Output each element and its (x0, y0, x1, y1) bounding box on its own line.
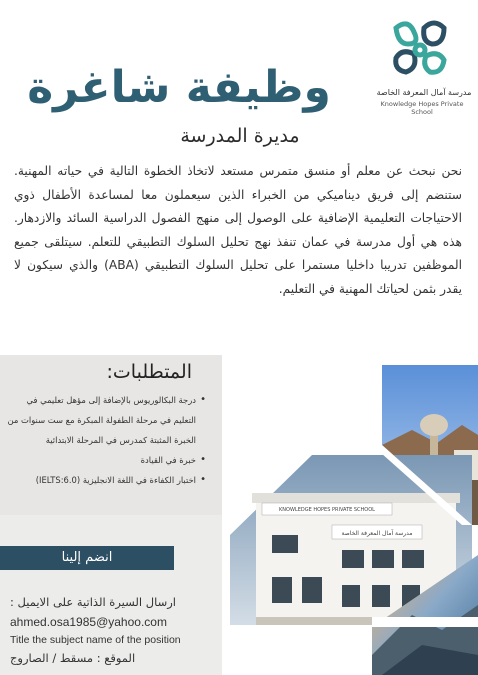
subject-note: Title the subject name of the position (10, 634, 181, 646)
location-text: الموقع : مسقط / الصاروج (10, 651, 136, 665)
position-subtitle: مديرة المدرسة (180, 125, 300, 147)
requirement-item: • خبرة في القيادة (6, 450, 206, 470)
requirements-list (6, 390, 206, 490)
requirement-item: • اختبار الكفاءة في اللغة الانجليزية (IELTS:6.0) (6, 470, 206, 490)
logo-name-en: Knowledge Hopes Private School (380, 100, 464, 116)
school-logo (376, 14, 472, 114)
requirements-title: المتطلبات: (106, 361, 192, 383)
join-us-label: انضم إلينا (61, 550, 113, 565)
intro-paragraph: نحن نبحث عن معلم أو منسق متمرس مستعد لاتخاذ الخطوة التالية في حياته المهنية. ستنضم إلى فريق ديناميكي من الخبراء الذين سيعملون معا لمساعدة الأطفال ذوي الاحتياجات التعليمية الإضافية على الوصول إلى منهج الفصول الدراسية السائد والازدهار. هذه هي أول مدرسة في عمان تنفذ نهج تحليل السلوك التطبيقي للتعلم. سيتلقى جميع الموظفين تدريبا داخليا مستمرا على تحليل السلوك التطبيقي (ABA) والذي سيكون لا يقدر بثمن لحياتك المهنية في التعليم. (14, 164, 462, 296)
logo-mark-icon (384, 14, 456, 86)
photo-collage (222, 355, 478, 675)
building-sign-ar: مدرسة آمال المعرفة الخاصة (341, 530, 413, 537)
logo-name-ar: مدرسة آمال المعرفة الخاصة (376, 88, 472, 97)
cv-instruction: ارسال السيرة الذاتية على الايميل : (10, 595, 176, 609)
requirement-item: • درجة البكالوريوس بالإضافة إلى مؤهل تعليمي في التعليم في مرحلة الطفولة المبكرة مع ست سنوات من الخبرة المثبتة كمدرس في المرحلة الابتدائية (6, 390, 206, 450)
contact-email[interactable]: ahmed.osa1985@yahoo.com (10, 615, 167, 629)
building-sign-en: KNOWLEDGE HOPES PRIVATE SCHOOL (279, 507, 375, 513)
page-title: وظيفة شاغرة (27, 62, 331, 113)
